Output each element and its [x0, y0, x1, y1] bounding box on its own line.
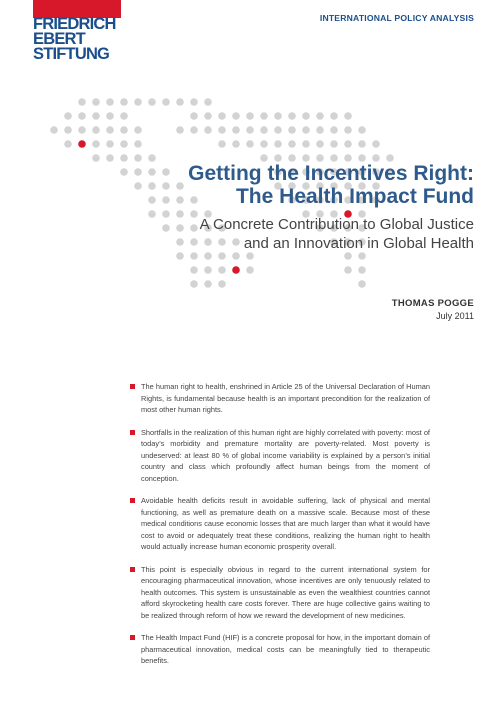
map-dot [162, 196, 170, 204]
map-dot [232, 252, 240, 260]
map-dot [358, 140, 366, 148]
logo-line-3: STIFTUNG [33, 45, 110, 63]
map-dot [358, 280, 366, 288]
map-dot [120, 98, 128, 106]
map-dot [302, 126, 310, 134]
summary-bullet [130, 381, 430, 416]
map-dot [190, 280, 198, 288]
map-dot [92, 98, 100, 106]
map-dot [288, 126, 296, 134]
map-dot [218, 140, 226, 148]
document-title [188, 162, 474, 208]
map-dot [106, 140, 114, 148]
bullet-text: The human right to health, enshrined in Article 25 of the Universal Declaration of Human Rights, is fundamental because health is an important precondition for the realization of most other human rights. [141, 382, 430, 414]
map-dot [92, 126, 100, 134]
map-dot [176, 252, 184, 260]
logo-line-2: EBERT [33, 30, 85, 48]
map-dot [288, 140, 296, 148]
map-dot [148, 196, 156, 204]
map-dot [218, 126, 226, 134]
bullet-marker [130, 567, 135, 572]
map-dot [316, 140, 324, 148]
subtitle-line-2: and an Innovation in Global Health [243, 235, 474, 252]
title-line-2: The Health Impact Fund [235, 185, 474, 208]
map-dot [232, 126, 240, 134]
map-dot [162, 210, 170, 218]
bullet-text: The Health Impact Fund (HIF) is a concrete proposal for how, in the important domain of pharmaceutical innovation, medical costs can be meaningfully tied to therapeutic benefits. [141, 633, 430, 665]
summary-bullets [130, 381, 430, 678]
map-dot [64, 112, 72, 120]
map-dot [260, 154, 268, 162]
map-dot [92, 154, 100, 162]
map-dot [372, 154, 380, 162]
title-line-1: Getting the Incentives Right: [188, 162, 474, 185]
map-dot [218, 112, 226, 120]
map-dot [344, 140, 352, 148]
logo-line-1: FRIEDRICH [33, 15, 116, 33]
map-dot [218, 252, 226, 260]
author-name: THOMAS POGGE [391, 298, 474, 309]
map-dot [50, 126, 58, 134]
map-dot [260, 140, 268, 148]
map-dot [246, 266, 254, 274]
map-dot [190, 238, 198, 246]
map-dot [176, 182, 184, 190]
map-dot [78, 98, 86, 106]
map-dot [106, 154, 114, 162]
map-dot [316, 154, 324, 162]
map-dot [204, 98, 212, 106]
map-dot [204, 266, 212, 274]
map-dot [288, 112, 296, 120]
map-dot [330, 154, 338, 162]
map-dot [148, 182, 156, 190]
map-dot [344, 252, 352, 260]
map-dot [134, 98, 142, 106]
map-dot [218, 266, 226, 274]
series-label: INTERNATIONAL POLICY ANALYSIS [319, 13, 474, 23]
map-dot [246, 140, 254, 148]
map-dot [232, 140, 240, 148]
bullet-marker [130, 498, 135, 503]
map-dot [120, 112, 128, 120]
map-dot [106, 126, 114, 134]
map-dot [358, 266, 366, 274]
map-dot [120, 168, 128, 176]
document-subtitle [200, 215, 474, 253]
map-dot [344, 112, 352, 120]
map-dot [134, 182, 142, 190]
map-dot [120, 140, 128, 148]
summary-bullet [130, 632, 430, 667]
map-dot [316, 112, 324, 120]
map-dot-highlight [232, 266, 240, 274]
map-dot [190, 224, 198, 232]
map-dot [120, 154, 128, 162]
map-dot [204, 252, 212, 260]
map-dot [92, 140, 100, 148]
map-dot [344, 126, 352, 134]
map-dot [274, 112, 282, 120]
map-dot [176, 238, 184, 246]
map-dot [190, 112, 198, 120]
map-dot [372, 140, 380, 148]
map-dot [204, 112, 212, 120]
map-dot-highlight [78, 140, 86, 148]
map-dot [176, 196, 184, 204]
map-dot [176, 224, 184, 232]
map-dot [190, 98, 198, 106]
map-dot [358, 154, 366, 162]
bullet-text: This point is especially obvious in regard to the current international system for encouraging pharmaceutical innovation, whose incentives are only tenuously related to health outcomes. This system is unsustainable as even the wealthiest countries cannot afford skyrocketing health care costs forever. There are huge collective gains waiting to be realized through reform of how we reward the development of new medicines. [141, 564, 430, 620]
map-dot [92, 112, 100, 120]
map-dot [260, 126, 268, 134]
map-dot [330, 112, 338, 120]
map-dot [274, 154, 282, 162]
map-dot [64, 140, 72, 148]
map-dot [78, 126, 86, 134]
map-dot [218, 280, 226, 288]
map-dot [246, 252, 254, 260]
bullet-marker [130, 430, 135, 435]
map-dot [232, 112, 240, 120]
map-dot [64, 126, 72, 134]
map-dot [302, 154, 310, 162]
map-dot [134, 154, 142, 162]
map-dot [176, 126, 184, 134]
bullet-text: Avoidable health deficits result in avoidable suffering, lack of physical and mental functioning, as well as premature death on a massive scale. Because most of these medical conditions cause economic losses that are much larger than what it would have cost to avoid or adequately treat these conditions, realizing the human right to health would actually increase human economic prosperity overall. [141, 496, 430, 551]
map-dot [204, 280, 212, 288]
map-dot [330, 140, 338, 148]
map-dot [162, 168, 170, 176]
map-dot [246, 112, 254, 120]
summary-bullet [130, 427, 430, 485]
map-dot [148, 98, 156, 106]
map-dot [358, 126, 366, 134]
map-dot [260, 112, 268, 120]
map-dot [302, 112, 310, 120]
map-dot [246, 126, 254, 134]
map-dot [316, 126, 324, 134]
map-dot [134, 140, 142, 148]
map-dot [176, 98, 184, 106]
map-dot [344, 154, 352, 162]
bullet-marker [130, 384, 135, 389]
map-dot [274, 126, 282, 134]
map-dot [162, 224, 170, 232]
bullet-marker [130, 635, 135, 640]
map-dot [302, 140, 310, 148]
map-dot [344, 266, 352, 274]
map-dot [190, 252, 198, 260]
map-dot [106, 98, 114, 106]
map-dot [78, 112, 86, 120]
map-dot [288, 154, 296, 162]
map-dot [190, 126, 198, 134]
map-dot [190, 210, 198, 218]
map-dot [190, 266, 198, 274]
map-dot [204, 126, 212, 134]
bullet-text: Shortfalls in the realization of this human right are highly correlated with poverty: most of today’s morbidity and premature mortality are poverty-related. Most poverty is undeserved: at least 80 % of global income variability is explained by a person’s initial country and class which profoundly affect human beings from the moment of conception. [141, 427, 430, 483]
map-dot [176, 210, 184, 218]
map-dot [120, 126, 128, 134]
subtitle-line-1: A Concrete Contribution to Global Justice [199, 216, 474, 233]
map-dot [148, 210, 156, 218]
publication-date: July 2011 [436, 311, 474, 321]
map-dot [106, 112, 114, 120]
map-dot [162, 98, 170, 106]
map-dot [148, 168, 156, 176]
summary-bullet [130, 564, 430, 622]
fes-logo [33, 17, 153, 62]
map-dot [148, 154, 156, 162]
summary-bullet [130, 495, 430, 553]
map-dot [162, 182, 170, 190]
map-dot [134, 168, 142, 176]
map-dot [134, 126, 142, 134]
map-dot [330, 126, 338, 134]
map-dot [358, 252, 366, 260]
map-dot [274, 140, 282, 148]
map-dot [386, 154, 394, 162]
